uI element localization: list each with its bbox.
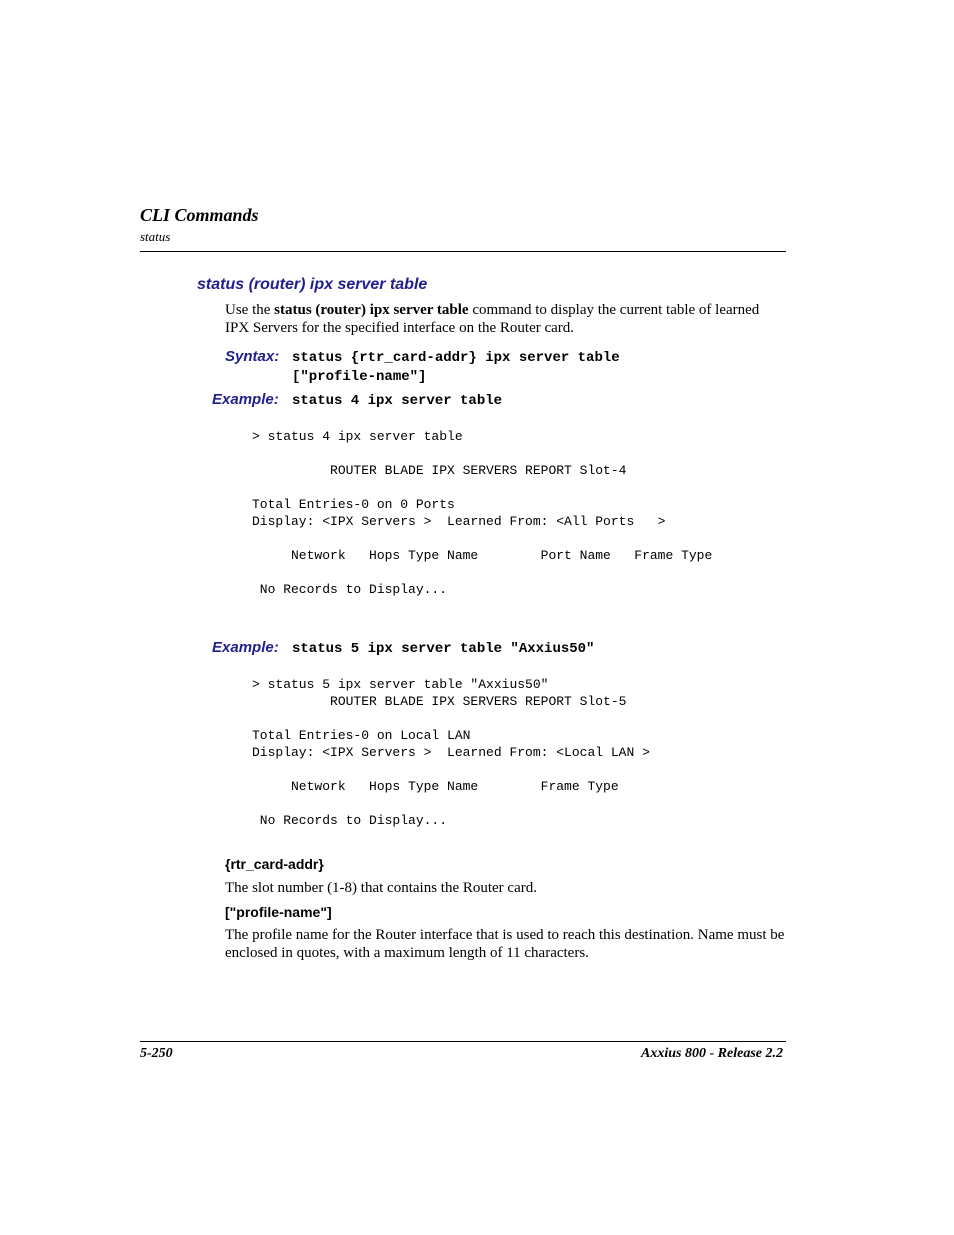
output-line [252, 710, 650, 727]
param-name-rtr-card-addr: {rtr_card-addr} [225, 856, 324, 872]
intro-command-name: status (router) ipx server table [274, 302, 469, 318]
chapter-title: CLI Commands [140, 205, 259, 225]
command-title: status (router) ipx server table [197, 276, 428, 293]
output-line: No Records to Display... [252, 582, 448, 597]
output-line [252, 795, 650, 812]
syntax-line-1: status {rtr_card-addr} ipx server table [292, 350, 620, 366]
output-line: Total Entries-0 on Local LAN [252, 728, 471, 743]
output-line: ROUTER BLADE IPX SERVERS REPORT Slot-5 [252, 694, 627, 709]
output-line: No Records to Display... [252, 813, 448, 828]
output-line [252, 530, 712, 547]
output-line: Total Entries-0 on 0 Ports [252, 497, 455, 512]
footer-rule [140, 1041, 786, 1042]
header-rule [140, 251, 786, 252]
output-line [252, 761, 650, 778]
page-number: 5-250 [140, 1046, 173, 1061]
example-1-label: Example: [212, 391, 279, 408]
output-line: Network Hops Type Name Port Name Frame Type [252, 548, 713, 563]
output-line: Display: <IPX Servers > Learned From: <All Ports > [252, 514, 666, 529]
section-subtitle: status [140, 229, 171, 244]
syntax-line-2: ["profile-name"] [292, 369, 427, 385]
intro-text-pre: Use the [225, 302, 275, 318]
output-line: > status 5 ipx server table "Axxius50" [252, 677, 549, 692]
output-line [252, 564, 712, 581]
param-desc-rtr-card-addr: The slot number (1-8) that contains the Router card. [225, 880, 537, 896]
intro-paragraph [225, 301, 785, 337]
syntax-label: Syntax: [225, 348, 280, 365]
param-name-profile-name: ["profile-name"] [225, 904, 332, 920]
example-2-output [252, 676, 650, 829]
output-line [252, 445, 712, 462]
output-line [252, 479, 712, 496]
example-1-command: status 4 ipx server table [292, 393, 503, 409]
output-line: Display: <IPX Servers > Learned From: <Local LAN > [252, 745, 650, 760]
output-line: ROUTER BLADE IPX SERVERS REPORT Slot-4 [252, 463, 627, 478]
output-line: > status 4 ipx server table [252, 429, 463, 444]
intro-text-post: command to display the current table of learned IPX Servers for the specified interface on the Router card. [225, 302, 760, 336]
example-1-output [252, 428, 712, 598]
example-2-label: Example: [212, 639, 279, 656]
example-2-command: status 5 ipx server table "Axxius50" [292, 641, 595, 657]
param-desc-profile-name: The profile name for the Router interface that is used to reach this destination. Name must be enclosed in quotes, with a maximum length of 11 characters. [225, 927, 785, 961]
output-line: Network Hops Type Name Frame Type [252, 779, 619, 794]
footer-product: Axxius 800 - Release 2.2 [641, 1046, 783, 1061]
